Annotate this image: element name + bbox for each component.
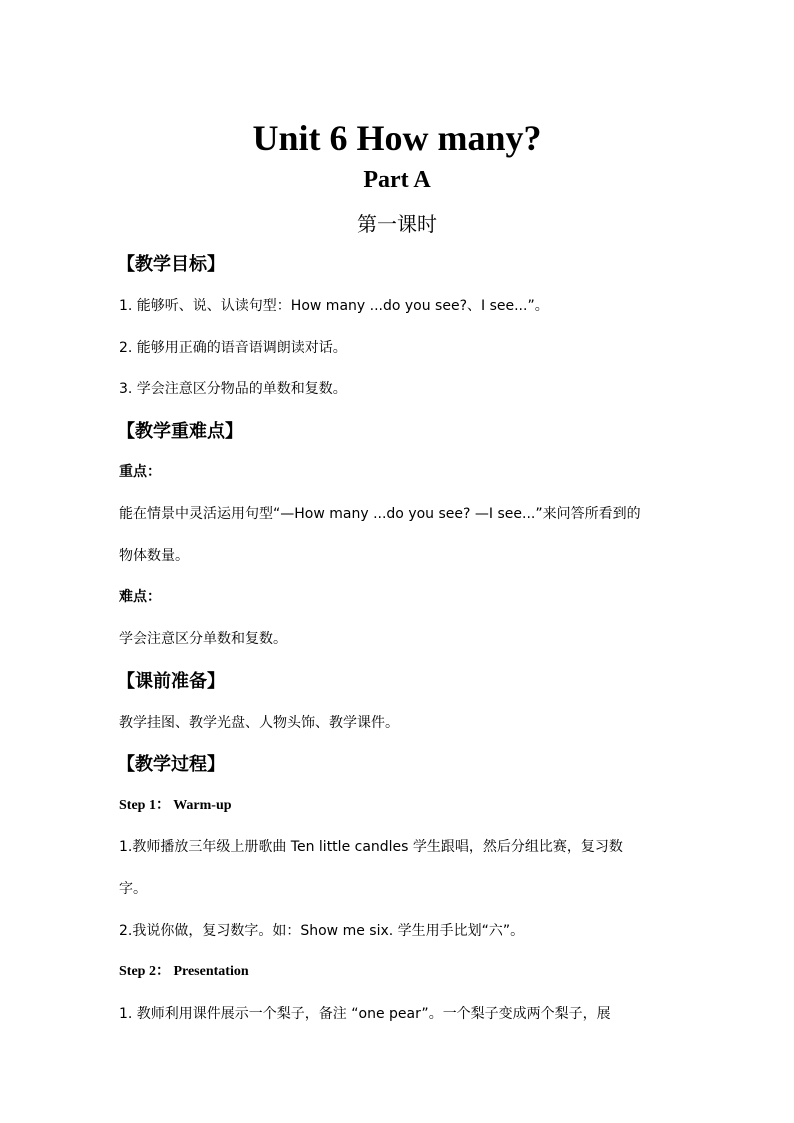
document-title: Unit 6 How many? [252,118,542,158]
lesson-label: 第一课时 [357,212,437,236]
step-1-label: Step 1： Warm-up [119,798,232,813]
step-2-label: Step 2： Presentation [119,964,249,979]
key-points-heading: 【教学重难点】 [117,421,243,442]
step-1-item-1-line-1: 1.教师播放三年级上册歌曲 Ten little candles 学生跟唱，然后分组比赛，复习数 [119,839,623,855]
process-heading: 【教学过程】 [117,754,225,775]
preparation-heading: 【课前准备】 [117,671,225,692]
objectives-heading: 【教学目标】 [117,254,225,275]
step-1-item-1-line-2: 字。 [119,881,147,897]
step-1-item-2: 2.我说你做，复习数字。如：Show me six. 学生用手比划“六”。 [119,923,525,939]
focus-text-line-1: 能在情景中灵活运用句型“—How many ...do you see? —I see...”来问答所看到的 [119,506,641,522]
objective-item-2: 2. 能够用正确的语音语调朗读对话。 [119,340,347,356]
focus-text-line-2: 物体数量。 [119,548,189,564]
document-subtitle: Part A [363,167,431,193]
objective-item-3: 3. 学会注意区分物品的单数和复数。 [119,381,347,397]
objective-item-1: 1. 能够听、说、认读句型：How many ...do you see?、I see...”。 [119,298,549,314]
preparation-text: 教学挂图、教学光盘、人物头饰、教学课件。 [119,715,399,731]
difficulty-label: 难点： [119,589,161,605]
difficulty-text: 学会注意区分单数和复数。 [119,631,287,647]
step-2-item-1-line-1: 1. 教师利用课件展示一个梨子，备注 “one pear”。一个梨子变成两个梨子，展 [119,1006,611,1022]
focus-label: 重点： [119,464,161,480]
